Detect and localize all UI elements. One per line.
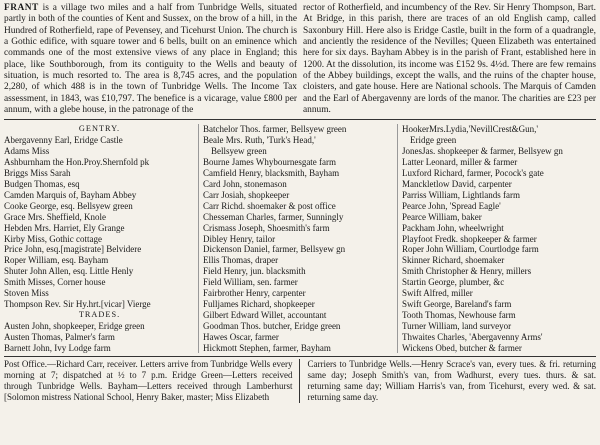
- directory-entry: Goodman Thos. butcher, Eridge green: [203, 320, 341, 331]
- directory-entry: Dibley Henry, tailor: [203, 233, 276, 244]
- directory-entry: Briggs Miss Sarah: [4, 168, 71, 179]
- directory-entry: Playfoot Fredk. shopkeeper & farmer: [402, 233, 537, 244]
- directory-entry: Camden Marquis of, Bayham Abbey: [4, 189, 137, 200]
- directory-entry: Shuter John Allen, esq. Little Henly: [4, 266, 134, 277]
- directory-entry: Batchelor Thos. farmer, Bellsyew green: [203, 124, 347, 135]
- description-left: [4, 3, 297, 116]
- directory-page: [4, 3, 596, 439]
- directory-entry: Adams Miss: [4, 146, 50, 157]
- directory-heading: TRADES.: [78, 309, 121, 319]
- directory-entry: Smith Misses, Corner house: [4, 277, 106, 288]
- description-left-text: [4, 3, 297, 116]
- directory-entry: Eridge green: [410, 135, 457, 146]
- directory-entry: JonesJas. shopkeeper & farmer, Bellsyew gn: [402, 146, 563, 157]
- section-divider: [4, 119, 596, 120]
- directory-entry: Startin George, plumber, &c: [402, 277, 505, 288]
- directory-entry: Cooke George, esq. Bellsyew green: [4, 200, 133, 211]
- directory-entry: Dickenson Daniel, farmer, Bellsyew gn: [203, 244, 346, 255]
- description-left-body: is a village two miles and a half from Tunbridge Wells, situated partly in both of the counties of Kent and Sussex, on the brow of a hill, in the Hundred of Rotherfield, rape of Pevensey, and Ticehurst Union. The church is a Gothic edifice, with square tower and 6 bells, built on an eminence which commands one of the most extensive views of any place in England; this place, like Southborough, from its contiguity to the Wells and beauty of situation, is much resorted to. The area is 8,745 acres, and the population 2,280, of which 488 is in the town of Tunbridge Wells. The Income Tax assessment, in 1843, was £10,797. The benefice is a vicarage, value £800 per annum, with a glebe house, in the patronage of the: [4, 3, 297, 116]
- directory-listing: [4, 124, 596, 353]
- directory-entry: Card John, stonemason: [203, 178, 287, 189]
- directory-entry: Roper John William, Courtlodge farm: [402, 244, 539, 255]
- directory-entry: Field Henry, jun. blacksmith: [203, 266, 306, 277]
- directory-heading: GENTRY.: [78, 124, 121, 134]
- directory-column-2: [203, 124, 398, 353]
- directory-entry: Bellsyew green: [211, 146, 267, 157]
- carriers-block: [308, 359, 597, 403]
- directory-entry: Fairbrother Henry, carpenter: [203, 288, 306, 299]
- directory-entry: Hickmott Stephen, farmer, Bayham: [203, 342, 331, 353]
- directory-entry: Chesseman Charles, farmer, Sunningly: [203, 211, 344, 222]
- directory-entry: Camfield Henry, blacksmith, Bayham: [203, 168, 340, 179]
- directory-entry: Pearce John, 'Spread Eagle': [402, 200, 501, 211]
- directory-entry: Turner William, land surveyor: [402, 320, 512, 331]
- directory-entry: Wickens Obed, butcher & farmer: [402, 342, 522, 353]
- directory-entry: Abergavenny Earl, Eridge Castle: [4, 135, 123, 146]
- carriers-text: Carriers to Tunbridge Wells.—Henry Scrace's van, every tues. & fri. returning same day; Joseph Smith's van, from Wadhurst, every tues. thurs. & sat. returning same day; William Harris's van, from Ticehurst, every wed. & sat. returning same day.: [307, 359, 596, 403]
- directory-entry: Barnett John, Ivy Lodge farm: [4, 342, 111, 353]
- directory-entry: Beale Mrs. Ruth, 'Turk's Head,': [203, 135, 316, 146]
- directory-entry: Roper William, esq. Bayham: [4, 255, 109, 266]
- directory-entry: HookerMrs.Lydia,'NevillCrest&Gun,': [402, 124, 538, 135]
- directory-entry: Skinner Richard, shoemaker: [402, 255, 505, 266]
- directory-entry: Thompson Rev. Sir Hy.hrt.[vicar] Vierge: [4, 298, 151, 309]
- place-name: FRANT: [4, 3, 39, 13]
- directory-entry: Austen Thomas, Palmer's farm: [4, 331, 115, 342]
- directory-entry: Stoven Miss: [4, 288, 49, 299]
- directory-entry: Budgen Thomas, esq: [4, 178, 80, 189]
- directory-entry: Swift George, Bareland's farm: [402, 298, 512, 309]
- directory-entry: Kirby Miss, Gothic cottage: [4, 233, 102, 244]
- description-section: [4, 3, 596, 116]
- directory-entry: Swift Alfred, miller: [402, 288, 473, 299]
- directory-entry: Luxford Richard, farmer, Pocock's gate: [402, 168, 544, 179]
- directory-entry: Carr Richd. shoemaker & post office: [203, 200, 336, 211]
- directory-entry: Field William, sen. farmer: [203, 277, 298, 288]
- directory-column-3: [402, 124, 596, 353]
- directory-entry: Packham John, wheelwright: [402, 222, 504, 233]
- directory-entry: Parriss William, Lightlands farm: [402, 189, 520, 200]
- directory-column-1: [4, 124, 199, 353]
- directory-entry: Hawes Oscar, farmer: [203, 331, 279, 342]
- directory-entry: Carr Josiah, shopkeeper: [203, 189, 290, 200]
- directory-entry: Austen John, shopkeeper, Eridge green: [4, 320, 145, 331]
- footer-section: [4, 356, 596, 403]
- description-right: [303, 3, 596, 116]
- directory-entry: Gilbert Edward Willet, accountant: [203, 309, 327, 320]
- post-office-text: Post Office.—Richard Carr, receiver. Letters arrive from Tunbridge Wells every morning at 7; dispatched at ½ to 7 p.m. Eridge Green—Letters received through Tunbridge Wells. Bayham—Letters received through Lamberhurst [Solomon mistress National School, Henry Baker, master; Miss Elizabeth: [4, 359, 293, 403]
- directory-entry: Ashburnham the Hon.Proy.Shernfold pk: [4, 157, 150, 168]
- directory-entry: Smith Christopher & Henry, millers: [402, 266, 532, 277]
- directory-entry: Fulljames Richard, shopkeeper: [203, 298, 315, 309]
- directory-entry: Price John, esq.[magistrate] Belvidere: [4, 244, 142, 255]
- directory-entry: Thwaites Charles, 'Abergavenny Arms': [402, 331, 543, 342]
- directory-entry: Bourne James Whybournesgate farm: [203, 157, 337, 168]
- directory-entry: Crismass Joseph, Shoesmith's farm: [203, 222, 330, 233]
- post-office-block: [4, 359, 300, 403]
- directory-entry: Tooth Thomas, Newhouse farm: [402, 309, 516, 320]
- directory-entry: Grace Mrs. Sheffield, Knole: [4, 211, 107, 222]
- description-right-text: rector of Rotherfield, and incumbency of the Rev. Sir Henry Thompson, Bart. At Bridge, in this parish, there are traces of an old English camp, called Saxonbury Hill. Here also is Eridge Castle, built in the form of a quadrangle, and anciently the residence of the Nevilles; Queen Elizabeth was entertained here for six days. Bayham Abbey is in the parish of Frant, established here in 1200. At the dissolution, its income was £152 9s. 4½d. There are few remains of the Abbey buildings, except the walls, and the ruins of the chapter house, cloisters, and gate house. Here are National schools. The Marquis of Camden and the Earl of Abergavenny are lords of the manor. The charities are £23 per annum.: [303, 3, 596, 116]
- directory-entry: Ellis Thomas, draper: [203, 255, 279, 266]
- directory-entry: Pearce William, baker: [402, 211, 482, 222]
- directory-entry: Manckletlow David, carpenter: [402, 178, 512, 189]
- directory-entry: Latter Leonard, miller & farmer: [402, 157, 518, 168]
- directory-entry: Hebden Mrs. Harriet, Ely Grange: [4, 222, 125, 233]
